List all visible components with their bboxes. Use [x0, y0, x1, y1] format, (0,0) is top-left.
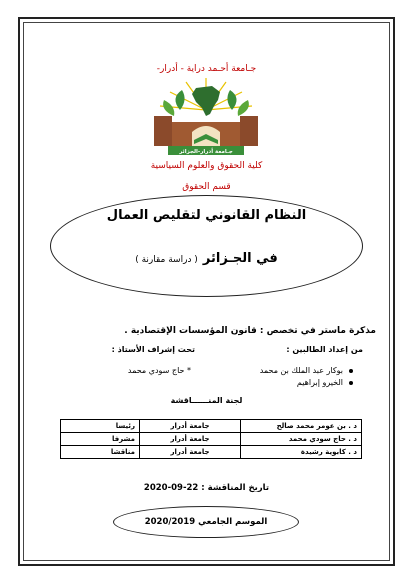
memo-specialty: مذكرة ماستر في تخصص : قانون المؤسسات الإقتصادية . [124, 326, 376, 336]
university-name: جـامعة أحـمد دراية - أدرار- [156, 64, 257, 74]
bullet-icon [349, 369, 353, 373]
supervisor-name: * حاج سودي محمد [127, 366, 191, 375]
jury-table [60, 419, 362, 459]
jury-member-university: جامعة أدرار [140, 433, 241, 446]
faculty-name: كلية الحقوق والعلوم السياسية [150, 161, 263, 171]
table-row [61, 446, 362, 459]
academic-year: الموسم الجامعي 2020/2019 [144, 517, 268, 527]
thesis-title-line2-row [0, 247, 413, 266]
jury-member-role: مناقشا [61, 446, 140, 459]
student-name: الخيرو إبراهيم [296, 378, 343, 387]
defense-date: تاريخ المناقشة : 22-09-2020 [143, 483, 270, 493]
thesis-title-line2: في الجـزائر [202, 251, 278, 266]
thesis-title-line1: النظام القانوني لتقليص العمال [106, 208, 307, 223]
students-label: من إعداد الطالبين : [286, 345, 363, 354]
table-row [61, 420, 362, 433]
jury-member-name: د . حاج سودي محمد [241, 433, 362, 446]
jury-member-university: جامعة أدرار [140, 420, 241, 433]
department-name: قسم الحقوق [182, 182, 231, 192]
jury-member-name: د . بن عومر محمد صالح [241, 420, 362, 433]
jury-title: لجنة المنــــــاقشة [170, 396, 243, 405]
student-item [260, 366, 353, 375]
bullet-icon [349, 381, 353, 385]
supervisor-label: تحت إشراف الأستاذ : [111, 345, 195, 354]
student-item [297, 378, 353, 387]
jury-member-role: مشرفا [61, 433, 140, 446]
jury-member-name: د . كابوية رشيدة [241, 446, 362, 459]
logo-caption: جـامعة أدرار-الجزائر [179, 149, 233, 155]
thesis-title-subtitle: ( دراسة مقارنة ) [135, 255, 198, 265]
student-name: بوكار عبد الملك بن محمد [259, 366, 343, 375]
table-row [61, 433, 362, 446]
university-logo [140, 76, 272, 158]
jury-member-role: رئيسا [61, 420, 140, 433]
jury-member-university: جامعة أدرار [140, 446, 241, 459]
